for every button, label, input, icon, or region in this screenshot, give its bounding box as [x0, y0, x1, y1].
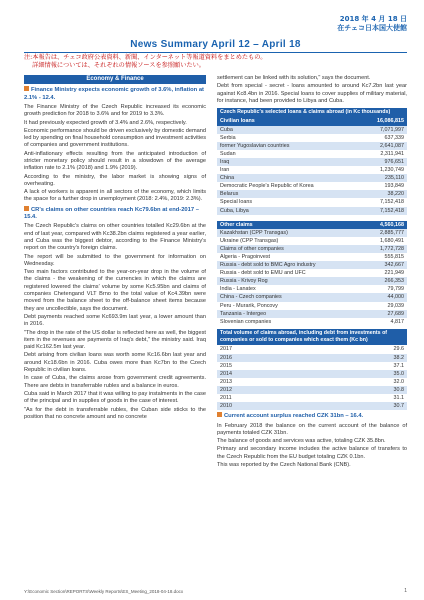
row-label: Iran	[217, 166, 360, 174]
paragraph: Debt from special - secret - loans amounted to around Kc7.2bn last year against Kc8.4bn in 2016. Special loans to cover supplies of military material, for instance, had been provided to Libya and Cuba.	[217, 83, 407, 104]
row-label: Belarus	[217, 190, 360, 198]
table-row	[217, 182, 407, 190]
row-value: 38,220	[360, 190, 407, 198]
row-value: 79,799	[364, 285, 407, 293]
table-row	[217, 221, 407, 229]
row-value: 7,152,418	[360, 207, 407, 215]
page-number: 1	[404, 588, 407, 594]
years-table-title: Total volume of claims abroad, including debt from investments of companies or sold to companies which exact them (Kc bn)	[217, 329, 407, 346]
row-label: Cuba	[217, 126, 360, 134]
row-label: 2010	[217, 402, 316, 410]
table-row	[217, 302, 407, 310]
paragraph: Primary and secondary income includes the active balance of transfers to the Czech Republic from the EU budget totaling CZK 0.1bn.	[217, 446, 407, 460]
section-heading: Economy & Finance	[24, 75, 206, 84]
table-row	[217, 198, 407, 206]
row-label: Algeria - Pragoinvest	[217, 253, 364, 261]
paragraphs-growth	[24, 104, 206, 204]
row-value: 29,039	[364, 302, 407, 310]
row-value: 38.2	[316, 354, 407, 362]
table-row	[217, 126, 407, 134]
paragraph: In February 2018 the balance on the current account of the balance of payments totaled CZK 31bn.	[217, 422, 407, 436]
row-value: 235,110	[360, 174, 407, 182]
table-row	[217, 402, 407, 410]
report-date: 2018 年 4 月 18 日	[339, 15, 407, 23]
embassy-name: 在チェコ日本国大使館	[337, 24, 407, 32]
subheading-claims-text: CR's claims on other countries reach Kc79.6bn at end-2017 – 15.4.	[24, 206, 199, 221]
paragraph: "The drop in the rate of the US dollar is reflected here as well, the biggest item in the revenues are payments of Iraq's debt," the ministry said. Iraq paid Kc162.5m last year.	[24, 329, 206, 351]
table-row	[217, 166, 407, 174]
table-row	[217, 190, 407, 198]
table-row	[217, 117, 407, 125]
row-value: 32.0	[316, 378, 407, 386]
table-row	[217, 134, 407, 142]
continued-paragraph: settlement can be linked with its solution," says the document.	[217, 75, 371, 81]
paragraphs-current-account	[217, 423, 407, 470]
page-title: News Summary April 12 – April 18	[130, 39, 301, 50]
table-row	[217, 150, 407, 158]
table-row	[217, 394, 407, 402]
paragraph: It had previously expected growth of 3.4% and 2.6%, respectively.	[24, 119, 187, 126]
row-label: Cuba, Libya	[217, 207, 360, 215]
table-row	[217, 285, 407, 293]
row-label: Russia - Krivoy Rog	[217, 277, 364, 285]
row-label: Ukraine (CPP Transgas)	[217, 237, 364, 245]
table-row	[217, 318, 407, 326]
table-row	[217, 237, 407, 245]
table-row	[217, 354, 407, 362]
table-row	[217, 293, 407, 301]
paragraph: Economic performance should be driven exclusively by domestic demand led by spending on final household consumption and investment activities of companies and government institutions.	[24, 127, 206, 149]
row-label: Tanzania - Intergeo	[217, 310, 364, 318]
row-label: Claims of other companies	[217, 245, 364, 253]
row-value: 2,311,941	[360, 150, 407, 158]
table-row	[217, 370, 407, 378]
right-column	[217, 75, 407, 470]
row-label: Peru - Murarik, Poncovy	[217, 302, 364, 310]
row-value: 976,651	[360, 158, 407, 166]
table-row	[217, 174, 407, 182]
table-row	[217, 277, 407, 285]
subheading-claims	[24, 207, 206, 222]
table-row	[217, 269, 407, 277]
table-row	[217, 378, 407, 386]
row-label: 2014	[217, 370, 316, 378]
row-value: 637,339	[360, 134, 407, 142]
bullet-icon	[217, 412, 222, 417]
bullet-icon	[24, 86, 29, 91]
row-value: 27,689	[364, 310, 407, 318]
left-column	[24, 75, 206, 422]
paragraph: The Finance Ministry of the Czech Republic increased its economic growth prediction for 2018 to 3.6% and for 2019 to 3.3%.	[24, 103, 206, 118]
file-path-footer: Y:\Economic Section\REPORTS\Weekly Reports\ES_Meeting_2018-04-18.docx	[24, 589, 184, 594]
paragraph: According to the ministry, the labor market is showing signs of overheating.	[24, 173, 206, 187]
row-label: India - Lanatex	[217, 285, 364, 293]
row-label: 2011	[217, 394, 316, 402]
bullet-icon	[24, 206, 29, 211]
table-row	[217, 345, 407, 353]
row-value: 1,680,491	[364, 237, 407, 245]
table-row	[217, 207, 407, 215]
row-label: 2012	[217, 386, 316, 394]
row-label: China	[217, 174, 360, 182]
paragraphs-special	[217, 83, 407, 105]
row-value: 1,230,749	[360, 166, 407, 174]
row-value: 30.8	[316, 386, 407, 394]
paragraph: "As for the debt in transferrable rubles, the Cuban side sticks to the position that no concrete amount and no concrete	[24, 406, 206, 420]
subheading-current-account-text: Current account surplus reached CZK 31bn – 16.4.	[224, 413, 364, 420]
row-label: Democratic People's Republic of Korea	[217, 182, 360, 190]
paragraphs-claims	[24, 223, 206, 421]
row-value: 44,000	[364, 293, 407, 301]
row-value: 7,071,997	[360, 126, 407, 134]
paragraph: Cuba said in March 2017 that it was willing to pay instalments in the case of the principal and in supplies of goods in the case of interest.	[24, 390, 206, 405]
row-value: 2,885,777	[364, 229, 407, 237]
title-divider	[24, 52, 407, 53]
row-label: Sudan	[217, 150, 360, 158]
table-row	[217, 310, 407, 318]
table-row	[217, 142, 407, 150]
title-wrap	[24, 39, 407, 50]
row-label: 2017	[217, 345, 316, 353]
row-value: 4,817	[364, 318, 407, 326]
paragraph: The balance of goods and services was active, totaling CZK 35.8bn.	[217, 438, 386, 445]
table-row	[217, 386, 407, 394]
row-label: 2016	[217, 354, 316, 362]
row-label: Special loans	[217, 198, 360, 206]
row-label: 2013	[217, 378, 316, 386]
row-value: 29.6	[316, 345, 407, 353]
paragraph: In case of Cuba, the claims arose from government credit agreements. There are debts in transferrable rubles and a balance in euros.	[24, 375, 206, 389]
row-value: 266,353	[364, 277, 407, 285]
row-value: 193,849	[360, 182, 407, 190]
paragraph: The report will be submitted to the government for information on Wednesday.	[24, 253, 206, 267]
subheading-growth	[24, 87, 206, 102]
table-row	[217, 229, 407, 237]
row-label: China - Czech companies	[217, 293, 364, 301]
row-label: Serbia	[217, 134, 360, 142]
header-date	[337, 15, 407, 33]
row-value: 2,641,087	[360, 142, 407, 150]
row-value: 30.7	[316, 402, 407, 410]
table-row	[217, 253, 407, 261]
row-label: Russia - debt sold to BMC Agro industry	[217, 261, 364, 269]
paragraph: A lack of workers is apparent in all sectors of the economy, which limits the space for a further drop in unemployment (2018: 2.4%, 2019: 2.3%).	[24, 189, 206, 203]
table-row	[217, 245, 407, 253]
subheading-current-account	[217, 413, 407, 420]
row-value: 4,560,168	[364, 221, 407, 229]
row-value: 1,772,728	[364, 245, 407, 253]
loans-table-title: Czech Republic's selected loans & claims abroad (in Kc thousands)	[217, 108, 407, 117]
table-row	[217, 158, 407, 166]
row-value: 31.1	[316, 394, 407, 402]
row-label: 2015	[217, 362, 316, 370]
paragraph: This was reported by the Czech National Bank (CNB).	[217, 461, 351, 468]
row-label: Russia - debt sold to EMU and UFC	[217, 269, 364, 277]
table-row	[217, 261, 407, 269]
row-value: 221,949	[364, 269, 407, 277]
civilian-loans-table	[217, 117, 407, 214]
row-label: Other claims	[217, 221, 364, 229]
paragraph: Anti-inflationary effects resulting from the anticipated introduction of stricter monetary policy should result in a slowdown of the average inflation rate to 2.1% (2018) and 1.9% (2019).	[24, 150, 206, 172]
paragraph: The Czech Republic's claims on other countries totalled Kc29.6bn at the end of last year, compared with Kc38.2bn claims registered a year earlier, and Cuba was the biggest debtor, according to the Finance Ministry's report on the country's foreign claims.	[24, 223, 206, 252]
row-value: 342,667	[364, 261, 407, 269]
row-label: former Yugoslavian countries	[217, 142, 360, 150]
disclaimer-note: 注:本報告は、チェコ政府公表資料、新聞、インターネット等報道資料をまとめたもの。 詳細情報については、それぞれの情報ソースを参照願いたい。	[24, 54, 267, 69]
row-value: 16,086,815	[360, 117, 407, 125]
subheading-growth-text: Finance Ministry expects economic growth of 3.6%, inflation at 2.1% - 12.4.	[24, 87, 204, 101]
row-label: Slovenian companies	[217, 318, 364, 326]
row-label: Civilian loans	[217, 117, 360, 125]
other-claims-table	[217, 221, 407, 326]
paragraph: Debt arising from civilian loans was worth some Kc16.6bn last year and around Kc18.6bn in 2016. Cuba owes more than Kc7bn to the Czech Republic in civilian loans.	[24, 352, 206, 374]
row-label: Kazakhstan (CPP Transgas)	[217, 229, 364, 237]
row-value: 35.0	[316, 370, 407, 378]
paragraph: Debt payments reached some Kc693.9m last year, a lower amount than in 2016.	[24, 313, 206, 328]
row-value: 555,815	[364, 253, 407, 261]
row-label: Iraq	[217, 158, 360, 166]
table-row	[217, 362, 407, 370]
row-value: 7,152,418	[360, 198, 407, 206]
row-value: 37.1	[316, 362, 407, 370]
paragraph: Two main factors contributed to the year-on-year drop in the volume of the claims - the weakening of the currencies in which the claims are registered lowered the claims' volume by some Kc5.95bn and claims of companies Chetengand VLT Brno to the total value of Kc4.39bn were moved from the balance sheet to the off-balance sheet items because they are uncollectible, says the document.	[24, 269, 206, 312]
years-table	[217, 345, 407, 410]
